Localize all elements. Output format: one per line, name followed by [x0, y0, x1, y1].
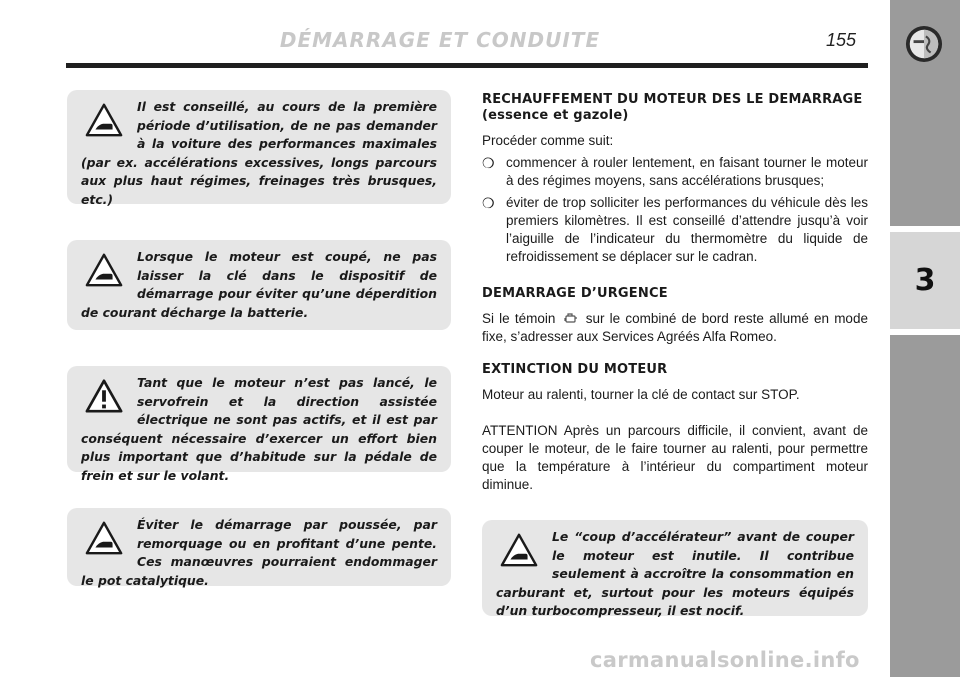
tab-divider [890, 329, 960, 335]
section-heading-emergency: DEMARRAGE D’URGENCE [482, 286, 668, 301]
exclamation-triangle-icon [85, 378, 123, 414]
warning-box [67, 240, 451, 330]
warning-text: Lorsque le moteur est coupé, ne pas laisser la clé dans le dispositif de démarrage pour éviter qu’une déperdition de courant décharge la batterie. [81, 249, 437, 320]
page-number: 155 [826, 30, 857, 50]
list-item [482, 194, 868, 266]
bullet-circle-icon: ❍ [482, 195, 495, 211]
warning-text: Le “coup d’accélérateur” avant de couper le moteur est inutile. Il contribue seulement à accroître la consommation en carburant et, surtout pour les moteurs équipés d’un turbocompresseur, il est nocif. [496, 529, 854, 618]
list-item [482, 154, 868, 190]
hand-warning-icon [500, 532, 538, 568]
list-item-text: commencer à rouler lentement, en faisant tourner le moteur à des régimes moyens, sans accélérations brusques; [506, 155, 868, 188]
warning-text: Il est conseillé, au cours de la première période d’utilisation, de ne pas demander à la voiture des performances maximales (par ex. accélérations excessives, longs parcours aux plus haut régimes, freinages très brusques, etc.) [81, 99, 437, 207]
section-heading-warmup: RECHAUFFEMENT DU MOTEUR DES LE DEMARRAGE (essence et gazole) [482, 92, 863, 123]
warmup-bullet-list [482, 154, 868, 266]
section-heading-stop: EXTINCTION DU MOTEUR [482, 362, 668, 377]
alfa-romeo-logo-icon [905, 25, 943, 63]
emergency-text-end: sur le combiné de bord reste allumé en mode fixe, s’adresser aux Services Agréés Alfa Romeo. [482, 311, 868, 344]
hand-warning-icon [85, 520, 123, 556]
warmup-intro: Procéder comme suit: [482, 133, 614, 148]
warning-text: Tant que le moteur n’est pas lancé, le servofrein et la direction assistée électrique ne sont pas actifs, et il est par conséquent nécessaire d’exercer un effort bien plus important que d’habitude sur la pédale de frein et sur le volant. [81, 375, 437, 483]
warning-box [482, 520, 868, 616]
bullet-circle-icon: ❍ [482, 155, 495, 171]
hand-warning-icon [85, 102, 123, 138]
stop-text: Moteur au ralenti, tourner la clé de contact sur STOP. [482, 387, 800, 402]
right-column [482, 92, 868, 494]
hand-warning-icon [85, 252, 123, 288]
warning-box [67, 366, 451, 483]
page-title: DÉMARRAGE ET CONDUITE [279, 28, 601, 52]
warning-text: Éviter le démarrage par poussée, par remorquage ou en profitant d’une pente. Ces manœuvres pourraient endommager le pot catalytique. [81, 517, 437, 588]
chapter-tab[interactable]: 3 [890, 232, 960, 329]
list-item-text: éviter de trop solliciter les performances du véhicule dès les premiers kilomètres. Il est conseillé d’attendre jusqu’à voir l’aiguille de l’indicateur du thermomètre du liquide de refroidissement se déplacer sur le cadran. [506, 195, 868, 264]
watermark: carmanualsonline.info [590, 648, 860, 672]
engine-warning-icon [564, 312, 578, 325]
emergency-text [482, 310, 868, 346]
warning-box [67, 508, 451, 586]
warning-box [67, 90, 451, 207]
chapter-tab-column [890, 0, 960, 677]
emergency-text-start: Si le témoin [482, 311, 556, 326]
attention-text: ATTENTION Après un parcours difficile, il convient, avant de couper le moteur, de le faire tourner au ralenti, pour permettre que la température à l’intérieur du compartiment moteur diminue. [482, 423, 868, 492]
header-rule [66, 63, 868, 68]
